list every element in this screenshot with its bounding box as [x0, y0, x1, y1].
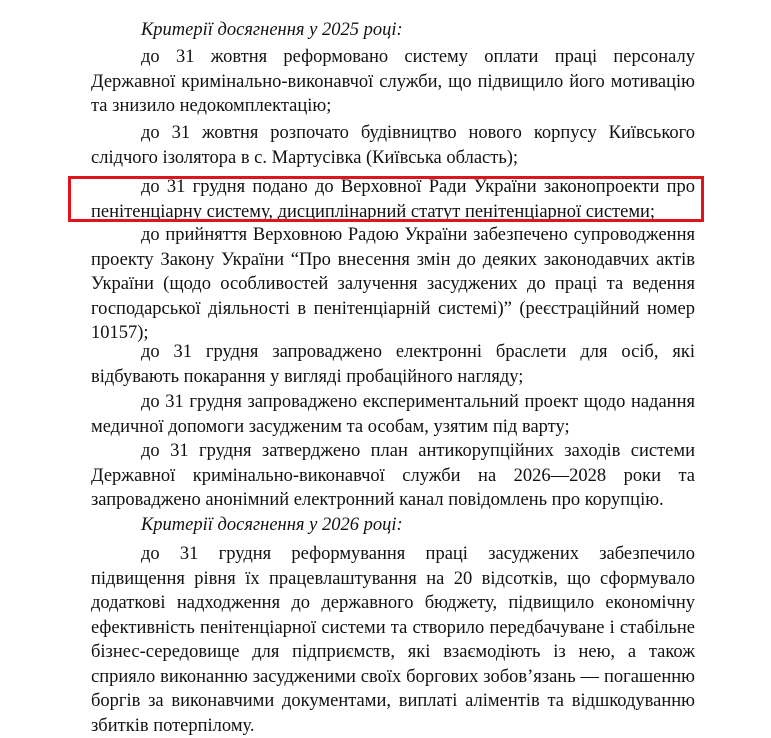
heading-2026: Критерії досягнення у 2026 році: [141, 515, 403, 535]
criterion-2025-1: до 31 жовтня реформовано систему оплати праці персоналу Державної кримінально-виконавчої служби, що підвищило його мотивацію та знизило недокомплектацію; [91, 47, 695, 116]
heading-2025: Критерії досягнення у 2025 році: [141, 20, 403, 40]
criterion-2025-6: до 31 грудня запроваджено експериментальний проект щодо надання медичної допомоги засудженим та особам, узятим під варту; [91, 392, 695, 437]
criterion-2025-2: до 31 жовтня розпочато будівництво нового корпусу Київського слідчого ізолятора в с. Мартусівка (Київська область); [91, 123, 695, 168]
criterion-2025-4: до прийняття Верховною Радою України забезпечено супроводження проекту Закону України “Про внесення змін до деяких законодавчих актів України (щодо особливостей залучення засуджених до праці та ведення господарської діяльності в пенітенціарній системі)” (реєстраційний номер 10157); [91, 225, 695, 343]
criterion-2025-3: до 31 грудня подано до Верховної Ради України законопроекти про пенітенціарну систему, дисциплінарний статут пенітенціарної системи; [91, 177, 695, 222]
criterion-2025-7: до 31 грудня затверджено план антикорупційних заходів системи Державної кримінально-виконавчої служби на 2026—2028 роки та запроваджено анонімний електронний канал повідомлень про корупцію. [91, 441, 695, 510]
criterion-2025-5: до 31 грудня запроваджено електронні браслети для осіб, які відбувають покарання у вигляді пробаційного нагляду; [91, 342, 695, 387]
criterion-2026-1: до 31 грудня реформування праці засуджених забезпечило підвищення рівня їх працевлаштування на 20 відсотків, що сформувало додаткові надходження до державного бюджету, підвищило економічну ефективність пенітенціарної системи та створило передбачуване і стабільне бізнес-середовище для підприємств, які взаємодіють із нею, а також сприяло виконанню засудженими своїх боргових зобов’язань — погашенню боргів за виконавчими документами, виплаті аліментів та відшкодуванню збитків потерпілому. [91, 544, 695, 736]
highlight-box [68, 176, 704, 222]
